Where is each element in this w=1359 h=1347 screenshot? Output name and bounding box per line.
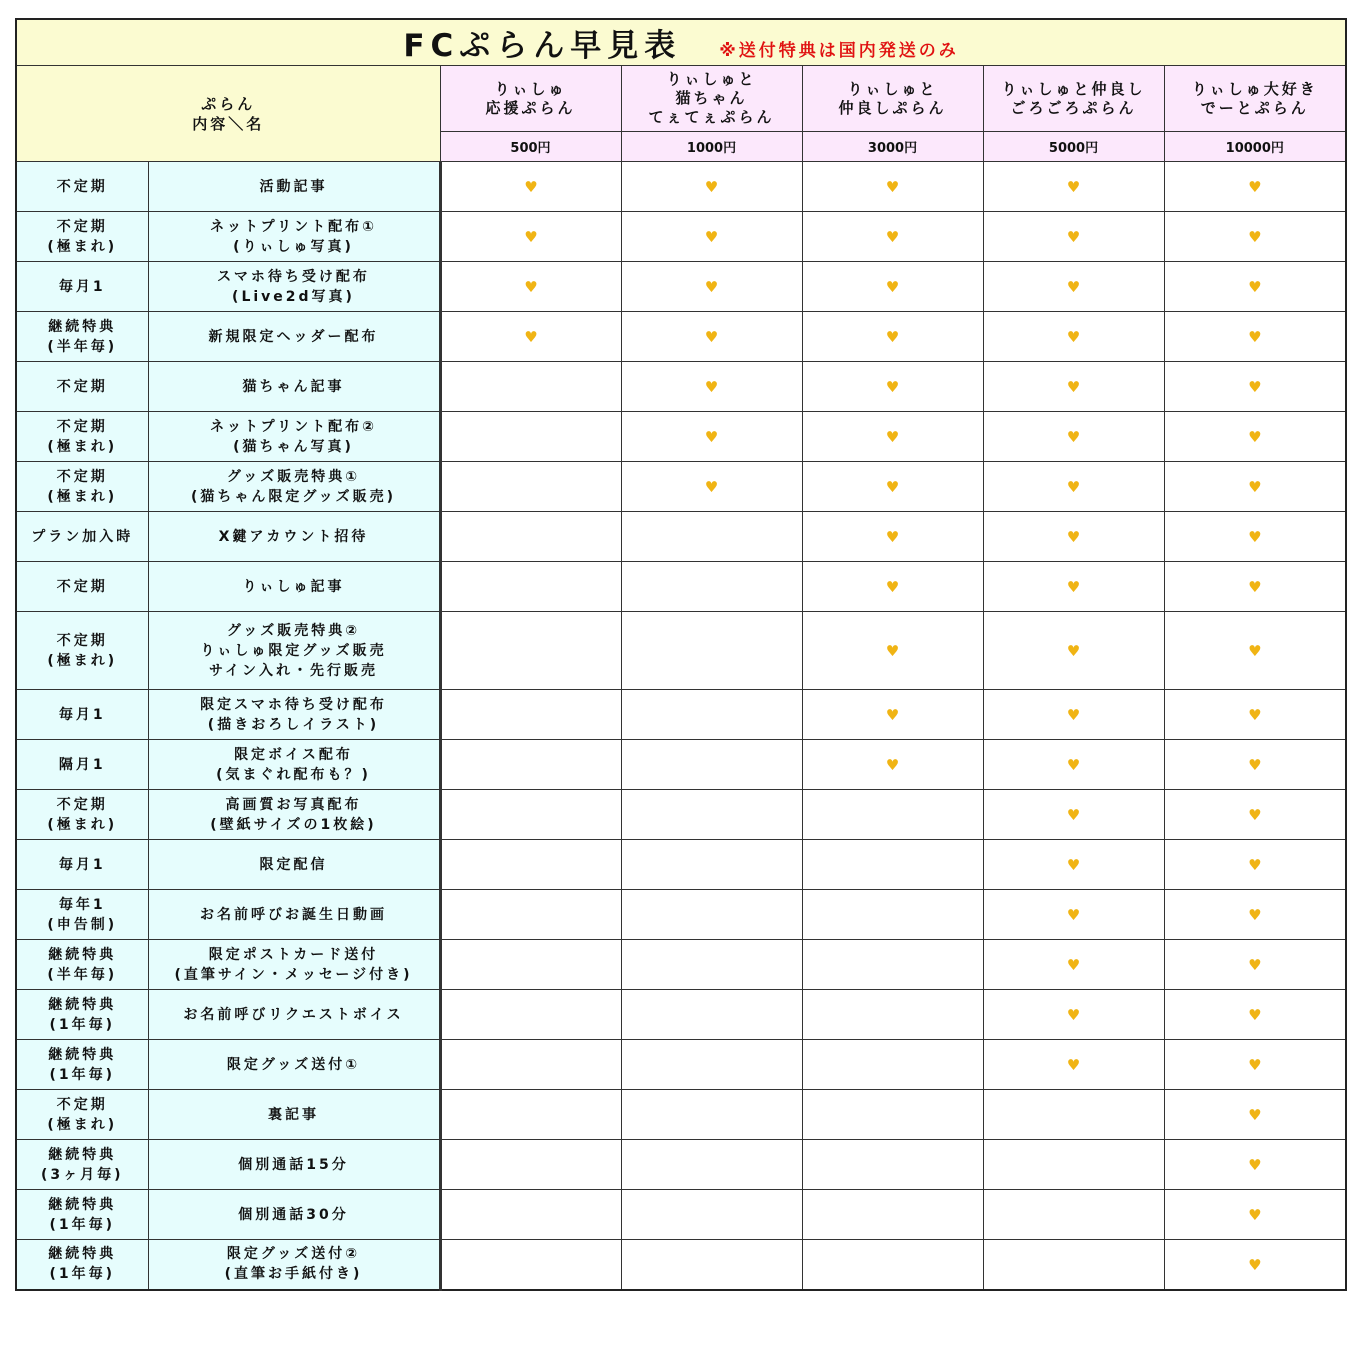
- heart-icon: ♥: [885, 578, 900, 596]
- plan-mark-cell: [440, 1240, 621, 1290]
- heart-icon: ♥: [1248, 1206, 1262, 1224]
- heart-icon: ♥: [885, 478, 900, 496]
- plan-mark-cell: [983, 690, 1164, 740]
- plan-name-line: りぃしゅ大好き: [1191, 79, 1318, 98]
- plan-mark-cell: [802, 1140, 983, 1190]
- heart-icon: ♥: [885, 642, 900, 660]
- plan-mark-cell: [983, 462, 1164, 512]
- table-row: [16, 1190, 1346, 1240]
- plan-mark-cell: [1164, 162, 1346, 212]
- plan-mark-cell: [983, 612, 1164, 690]
- plan-mark-cell: [1164, 690, 1346, 740]
- benefit-cell: 限定グッズ送付② (直筆お手紙付き): [148, 1240, 440, 1290]
- plan-mark-cell: [440, 262, 621, 312]
- benefit-cell: 猫ちゃん記事: [148, 362, 440, 412]
- heart-icon: ♥: [1248, 806, 1262, 824]
- frequency-cell: 継続特典 (1年毎): [16, 1190, 148, 1240]
- plan-mark-cell: [802, 940, 983, 990]
- heart-icon: ♥: [1248, 706, 1262, 724]
- plan-header-5: [1164, 66, 1346, 132]
- plan-name-line: りぃしゅと: [847, 79, 938, 98]
- frequency-cell: 不定期 (極まれ): [16, 790, 148, 840]
- table-row: [16, 562, 1346, 612]
- heart-icon: ♥: [1066, 328, 1081, 346]
- table-row: [16, 512, 1346, 562]
- heart-icon: ♥: [885, 378, 900, 396]
- plan-price-4: 5000円: [983, 132, 1164, 162]
- table-row: [16, 312, 1346, 362]
- plan-mark-cell: [1164, 1240, 1346, 1290]
- frequency-cell: 毎月1: [16, 690, 148, 740]
- plan-mark-cell: [983, 212, 1164, 262]
- plan-name-line: ごろごろぷらん: [1010, 98, 1137, 117]
- frequency-cell: 継続特典 (1年毎): [16, 1040, 148, 1090]
- heart-icon: ♥: [1066, 428, 1081, 446]
- heart-icon: ♥: [1066, 178, 1081, 196]
- heart-icon: ♥: [704, 478, 719, 496]
- plan-mark-cell: [440, 1090, 621, 1140]
- plan-mark-cell: [440, 462, 621, 512]
- heart-icon: ♥: [885, 528, 900, 546]
- plan-mark-cell: [1164, 990, 1346, 1040]
- plan-mark-cell: [621, 212, 802, 262]
- plan-mark-cell: [802, 212, 983, 262]
- plan-header-1: [440, 66, 621, 132]
- plan-mark-cell: [621, 1140, 802, 1190]
- heart-icon: ♥: [1248, 756, 1262, 774]
- benefit-cell: ネットプリント配布② (猫ちゃん写真): [148, 412, 440, 462]
- plan-mark-cell: [802, 162, 983, 212]
- benefit-cell: 限定ボイス配布 (気まぐれ配布も？): [148, 740, 440, 790]
- heart-icon: ♥: [704, 228, 719, 246]
- frequency-cell: 継続特典 (半年毎): [16, 940, 148, 990]
- heart-icon: ♥: [1066, 906, 1081, 924]
- benefit-cell: 限定ポストカード送付 (直筆サイン・メッセージ付き): [148, 940, 440, 990]
- heart-icon: ♥: [885, 328, 900, 346]
- plan-mark-cell: [621, 162, 802, 212]
- plan-mark-cell: [983, 840, 1164, 890]
- table-row: [16, 362, 1346, 412]
- frequency-cell: 不定期 (極まれ): [16, 1090, 148, 1140]
- heart-icon: ♥: [1248, 1006, 1262, 1024]
- heart-icon: ♥: [1066, 806, 1081, 824]
- plan-mark-cell: [621, 690, 802, 740]
- heart-icon: ♥: [1066, 478, 1081, 496]
- plan-name-line: りぃしゅと仲良し: [1001, 79, 1146, 98]
- plan-name-line: りぃしゅ: [494, 79, 567, 98]
- corner-label-plan: ぷらん: [201, 94, 256, 113]
- plan-mark-cell: [802, 690, 983, 740]
- table-row: [16, 940, 1346, 990]
- plan-mark-cell: [1164, 462, 1346, 512]
- plan-mark-cell: [1164, 1140, 1346, 1190]
- plan-mark-cell: [1164, 212, 1346, 262]
- benefit-cell: スマホ待ち受け配布 (Live2d写真): [148, 262, 440, 312]
- table-row: [16, 212, 1346, 262]
- plan-mark-cell: [440, 612, 621, 690]
- heart-icon: ♥: [1248, 528, 1262, 546]
- heart-icon: ♥: [524, 228, 538, 246]
- plan-mark-cell: [983, 1040, 1164, 1090]
- shipping-note: ※送付特典は国内発送のみ: [719, 41, 959, 61]
- plan-mark-cell: [440, 740, 621, 790]
- table-row: [16, 612, 1346, 690]
- plan-mark-cell: [440, 1040, 621, 1090]
- heart-icon: ♥: [1248, 428, 1262, 446]
- plan-mark-cell: [621, 612, 802, 690]
- heart-icon: ♥: [704, 178, 719, 196]
- plan-mark-cell: [1164, 1190, 1346, 1240]
- heart-icon: ♥: [1248, 478, 1262, 496]
- plan-mark-cell: [802, 312, 983, 362]
- table-row: [16, 990, 1346, 1040]
- plan-mark-cell: [802, 1090, 983, 1140]
- plan-mark-cell: [621, 990, 802, 1040]
- plan-mark-cell: [983, 362, 1164, 412]
- plan-mark-cell: [802, 1040, 983, 1090]
- plan-mark-cell: [621, 412, 802, 462]
- plan-mark-cell: [440, 690, 621, 740]
- benefit-cell: お名前呼びリクエストボイス: [148, 990, 440, 1040]
- plan-mark-cell: [1164, 840, 1346, 890]
- table-row: [16, 1140, 1346, 1190]
- plan-mark-cell: [621, 890, 802, 940]
- plan-mark-cell: [983, 1090, 1164, 1140]
- plan-mark-cell: [440, 512, 621, 562]
- heart-icon: ♥: [1248, 1255, 1262, 1274]
- heart-icon: ♥: [1066, 756, 1081, 774]
- plan-mark-cell: [802, 790, 983, 840]
- plan-mark-cell: [440, 212, 621, 262]
- plan-mark-cell: [1164, 940, 1346, 990]
- plan-mark-cell: [802, 412, 983, 462]
- heart-icon: ♥: [704, 328, 719, 346]
- heart-icon: ♥: [1248, 856, 1262, 874]
- plan-mark-cell: [1164, 312, 1346, 362]
- plan-mark-cell: [621, 1040, 802, 1090]
- plan-mark-cell: [802, 1190, 983, 1240]
- heart-icon: ♥: [1066, 956, 1081, 974]
- benefit-cell: グッズ販売特典① (猫ちゃん限定グッズ販売): [148, 462, 440, 512]
- table-row: [16, 1090, 1346, 1140]
- heart-icon: ♥: [1066, 1056, 1081, 1074]
- plan-mark-cell: [621, 940, 802, 990]
- heart-icon: ♥: [1248, 178, 1262, 196]
- heart-icon: ♥: [1248, 578, 1262, 596]
- plan-mark-cell: [983, 1240, 1164, 1290]
- benefit-cell: 活動記事: [148, 162, 440, 212]
- plan-name-line: てぇてぇぷらん: [648, 108, 775, 126]
- plan-mark-cell: [983, 990, 1164, 1040]
- heart-icon: ♥: [1066, 578, 1081, 596]
- plan-mark-cell: [621, 840, 802, 890]
- plan-mark-cell: [983, 740, 1164, 790]
- frequency-cell: 継続特典 (1年毎): [16, 990, 148, 1040]
- plan-mark-cell: [1164, 262, 1346, 312]
- table-row: [16, 1240, 1346, 1290]
- plan-mark-cell: [440, 940, 621, 990]
- plan-mark-cell: [621, 312, 802, 362]
- plan-header-4: [983, 66, 1164, 132]
- plan-name-line: りぃしゅと: [666, 70, 757, 88]
- plan-mark-cell: [802, 262, 983, 312]
- table-row: [16, 262, 1346, 312]
- heart-icon: ♥: [885, 706, 900, 724]
- table-row: [16, 1040, 1346, 1090]
- frequency-cell: 毎月1: [16, 262, 148, 312]
- plan-name-line: 猫ちゃん: [675, 89, 748, 107]
- plan-comparison-table: [15, 18, 1347, 1291]
- frequency-cell: 不定期: [16, 162, 148, 212]
- frequency-cell: 継続特典 (3ヶ月毎): [16, 1140, 148, 1190]
- plan-mark-cell: [802, 740, 983, 790]
- heart-icon: ♥: [1248, 278, 1262, 296]
- corner-label-content: 内容＼名: [192, 114, 265, 133]
- plan-mark-cell: [802, 462, 983, 512]
- heart-icon: ♥: [1066, 378, 1081, 396]
- heart-icon: ♥: [704, 378, 719, 396]
- page-title: FCぷらん早見表: [403, 28, 682, 64]
- title-bar: [16, 19, 1346, 66]
- plan-mark-cell: [1164, 512, 1346, 562]
- table-row: [16, 890, 1346, 940]
- heart-icon: ♥: [704, 428, 719, 446]
- plan-mark-cell: [802, 1240, 983, 1290]
- frequency-cell: 不定期: [16, 562, 148, 612]
- benefit-cell: グッズ販売特典② りぃしゅ限定グッズ販売 サイン入れ・先行販売: [148, 612, 440, 690]
- plan-mark-cell: [440, 1190, 621, 1240]
- plan-mark-cell: [621, 790, 802, 840]
- plan-mark-cell: [1164, 1090, 1346, 1140]
- plan-mark-cell: [983, 1140, 1164, 1190]
- plan-mark-cell: [1164, 612, 1346, 690]
- plan-mark-cell: [621, 562, 802, 612]
- plan-mark-cell: [1164, 890, 1346, 940]
- plan-mark-cell: [621, 512, 802, 562]
- heart-icon: ♥: [1248, 228, 1262, 246]
- plan-mark-cell: [802, 990, 983, 1040]
- plan-mark-cell: [621, 1090, 802, 1140]
- plan-mark-cell: [983, 1190, 1164, 1240]
- plan-mark-cell: [621, 462, 802, 512]
- table-row: [16, 462, 1346, 512]
- benefit-cell: ネットプリント配布① (りぃしゅ写真): [148, 212, 440, 262]
- plan-name-line: 仲良しぷらん: [838, 98, 947, 117]
- plan-header-2: [621, 66, 802, 132]
- plan-mark-cell: [621, 262, 802, 312]
- heart-icon: ♥: [1066, 1006, 1081, 1024]
- frequency-cell: 不定期: [16, 362, 148, 412]
- frequency-cell: 隔月1: [16, 740, 148, 790]
- plan-mark-cell: [802, 840, 983, 890]
- benefit-cell: 個別通話30分: [148, 1190, 440, 1240]
- plan-mark-cell: [802, 362, 983, 412]
- plan-name-line: でーとぷらん: [1200, 98, 1309, 117]
- plan-mark-cell: [621, 362, 802, 412]
- plan-mark-cell: [1164, 362, 1346, 412]
- benefit-cell: 裏記事: [148, 1090, 440, 1140]
- heart-icon: ♥: [1066, 706, 1081, 724]
- heart-icon: ♥: [885, 228, 900, 246]
- heart-icon: ♥: [885, 178, 900, 196]
- plan-mark-cell: [440, 362, 621, 412]
- plan-mark-cell: [440, 990, 621, 1040]
- heart-icon: ♥: [524, 178, 538, 196]
- benefit-cell: 限定グッズ送付①: [148, 1040, 440, 1090]
- table-row: [16, 790, 1346, 840]
- heart-icon: ♥: [1066, 856, 1081, 874]
- frequency-cell: 継続特典 (半年毎): [16, 312, 148, 362]
- plan-price-5: 10000円: [1164, 132, 1346, 162]
- benefit-cell: お名前呼びお誕生日動画: [148, 890, 440, 940]
- heart-icon: ♥: [1066, 528, 1081, 546]
- plan-mark-cell: [983, 562, 1164, 612]
- plan-mark-cell: [802, 562, 983, 612]
- benefit-cell: 高画質お写真配布 (壁紙サイズの1枚絵): [148, 790, 440, 840]
- heart-icon: ♥: [1066, 228, 1081, 246]
- heart-icon: ♥: [524, 278, 538, 296]
- frequency-cell: 毎月1: [16, 840, 148, 890]
- heart-icon: ♥: [1248, 328, 1262, 346]
- plan-mark-cell: [440, 412, 621, 462]
- benefit-cell: 限定配信: [148, 840, 440, 890]
- plan-mark-cell: [1164, 562, 1346, 612]
- plan-mark-cell: [983, 512, 1164, 562]
- benefit-cell: 限定スマホ待ち受け配布 (描きおろしイラスト): [148, 690, 440, 740]
- plan-mark-cell: [440, 312, 621, 362]
- frequency-cell: 毎年1 (申告制): [16, 890, 148, 940]
- plan-price-3: 3000円: [802, 132, 983, 162]
- heart-icon: ♥: [524, 328, 538, 346]
- heart-icon: ♥: [1066, 642, 1081, 660]
- frequency-cell: 不定期 (極まれ): [16, 612, 148, 690]
- frequency-cell: 継続特典 (1年毎): [16, 1240, 148, 1290]
- plan-mark-cell: [440, 840, 621, 890]
- benefit-cell: りぃしゅ記事: [148, 562, 440, 612]
- heart-icon: ♥: [1248, 1056, 1262, 1074]
- frequency-cell: プラン加入時: [16, 512, 148, 562]
- heart-icon: ♥: [885, 278, 900, 296]
- heart-icon: ♥: [885, 428, 900, 446]
- plan-mark-cell: [621, 1240, 802, 1290]
- heart-icon: ♥: [1066, 278, 1081, 296]
- plan-mark-cell: [802, 890, 983, 940]
- plan-mark-cell: [1164, 790, 1346, 840]
- table-row: [16, 690, 1346, 740]
- plan-mark-cell: [440, 1140, 621, 1190]
- plan-mark-cell: [440, 790, 621, 840]
- plan-price-2: 1000円: [621, 132, 802, 162]
- plan-mark-cell: [983, 940, 1164, 990]
- heart-icon: ♥: [885, 756, 900, 774]
- plan-mark-cell: [440, 890, 621, 940]
- table-row: [16, 412, 1346, 462]
- plan-mark-cell: [983, 312, 1164, 362]
- plan-mark-cell: [983, 162, 1164, 212]
- plan-mark-cell: [802, 612, 983, 690]
- plan-mark-cell: [983, 412, 1164, 462]
- plan-mark-cell: [1164, 1040, 1346, 1090]
- frequency-cell: 不定期 (極まれ): [16, 462, 148, 512]
- heart-icon: ♥: [1248, 956, 1262, 974]
- plan-header-3: [802, 66, 983, 132]
- heart-icon: ♥: [704, 278, 719, 296]
- plan-mark-cell: [440, 562, 621, 612]
- table-row: [16, 162, 1346, 212]
- plan-mark-cell: [1164, 412, 1346, 462]
- plan-name-line: 応援ぷらん: [485, 98, 576, 117]
- table-row: [16, 740, 1346, 790]
- plan-mark-cell: [983, 262, 1164, 312]
- plan-mark-cell: [621, 1190, 802, 1240]
- heart-icon: ♥: [1248, 378, 1262, 396]
- plan-mark-cell: [440, 162, 621, 212]
- plan-mark-cell: [983, 790, 1164, 840]
- table-row: [16, 840, 1346, 890]
- frequency-cell: 不定期 (極まれ): [16, 212, 148, 262]
- plan-price-1: 500円: [440, 132, 621, 162]
- corner-header: [16, 66, 440, 162]
- heart-icon: ♥: [1248, 906, 1262, 924]
- heart-icon: ♥: [1248, 1106, 1262, 1124]
- frequency-cell: 不定期 (極まれ): [16, 412, 148, 462]
- benefit-cell: 新規限定ヘッダー配布: [148, 312, 440, 362]
- plan-mark-cell: [983, 890, 1164, 940]
- plan-mark-cell: [802, 512, 983, 562]
- benefit-cell: 個別通話15分: [148, 1140, 440, 1190]
- heart-icon: ♥: [1248, 1156, 1262, 1174]
- heart-icon: ♥: [1248, 642, 1262, 660]
- plan-mark-cell: [621, 740, 802, 790]
- benefit-cell: X鍵アカウント招待: [148, 512, 440, 562]
- plan-mark-cell: [1164, 740, 1346, 790]
